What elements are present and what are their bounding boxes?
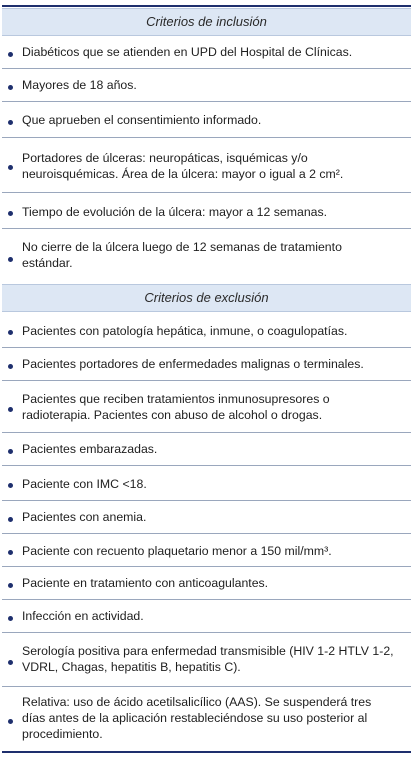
bullet-icon xyxy=(8,483,13,488)
list-item xyxy=(2,69,411,102)
bullet-icon xyxy=(8,165,13,170)
list-item xyxy=(2,600,411,633)
list-item xyxy=(2,36,411,69)
list-item-text: Portadores de úlceras: neuropáticas, isquémicas y/o neuroisquémicas. Área de la úlcera: mayor o igual a 2 cm². xyxy=(22,151,344,181)
bullet-icon xyxy=(8,257,13,262)
list-item-text: Pacientes con anemia. xyxy=(22,510,147,524)
list-item-text: Pacientes con patología hepática, inmune, o coagulopatías. xyxy=(22,324,348,338)
list-item xyxy=(2,466,411,501)
bullet-icon xyxy=(8,517,13,522)
list-item-text: Paciente con IMC <18. xyxy=(22,477,147,491)
list-item-text: Tiempo de evolución de la úlcera: mayor a 12 semanas. xyxy=(22,205,328,219)
table-top-rule xyxy=(2,5,411,7)
list-item xyxy=(2,138,411,193)
list-item-text: Mayores de 18 años. xyxy=(22,78,137,92)
bullet-icon xyxy=(8,616,13,621)
list-item xyxy=(2,433,411,466)
bullet-icon xyxy=(8,211,13,216)
list-item xyxy=(2,381,411,433)
bullet-icon xyxy=(8,407,13,412)
list-item xyxy=(2,312,411,348)
list-item-text: Que aprueben el consentimiento informado. xyxy=(22,113,262,127)
list-item xyxy=(2,633,411,687)
list-item-text: No cierre de la úlcera luego de 12 semanas de tratamiento estándar. xyxy=(22,240,342,270)
bullet-icon xyxy=(8,120,13,125)
list-item xyxy=(2,534,411,567)
inclusion-header: Criterios de inclusión xyxy=(2,8,411,36)
bullet-icon xyxy=(8,330,13,335)
bullet-icon xyxy=(8,719,13,724)
bullet-icon xyxy=(8,550,13,555)
list-item-text: Serología positiva para enfermedad transmisible (HIV 1-2 HTLV 1-2, VDRL, Chagas, hepatitis B, hepatitis C). xyxy=(22,644,394,674)
list-item xyxy=(2,348,411,381)
list-item xyxy=(2,567,411,600)
bullet-icon xyxy=(8,364,13,369)
list-item-text: Pacientes que reciben tratamientos inmunosupresores o radioterapia. Pacientes con abuso de alcohol o drogas. xyxy=(22,392,330,422)
table-bottom-rule xyxy=(2,751,411,753)
list-item xyxy=(2,193,411,229)
exclusion-header: Criterios de exclusión xyxy=(2,284,411,312)
bullet-icon xyxy=(8,52,13,57)
bullet-icon xyxy=(8,660,13,665)
bullet-icon xyxy=(8,449,13,454)
list-item-text: Infección en actividad. xyxy=(22,609,144,623)
list-item-text: Pacientes portadores de enfermedades malignas o terminales. xyxy=(22,357,364,371)
list-item xyxy=(2,687,411,751)
list-item-text: Pacientes embarazadas. xyxy=(22,442,158,456)
list-item xyxy=(2,229,411,284)
bullet-icon xyxy=(8,85,13,90)
list-item-text: Relativa: uso de ácido acetilsalicílico (AAS). Se suspenderá tres días antes de la aplicación restableciéndose su uso posterior al procedimiento. xyxy=(22,695,372,741)
list-item-text: Paciente en tratamiento con anticoagulantes. xyxy=(22,576,269,590)
list-item xyxy=(2,501,411,534)
list-item xyxy=(2,102,411,138)
list-item-text: Paciente con recuento plaquetario menor a 150 mil/mm³. xyxy=(22,544,332,558)
list-item-text: Diabéticos que se atienden en UPD del Hospital de Clínicas. xyxy=(22,45,353,59)
bullet-icon xyxy=(8,583,13,588)
